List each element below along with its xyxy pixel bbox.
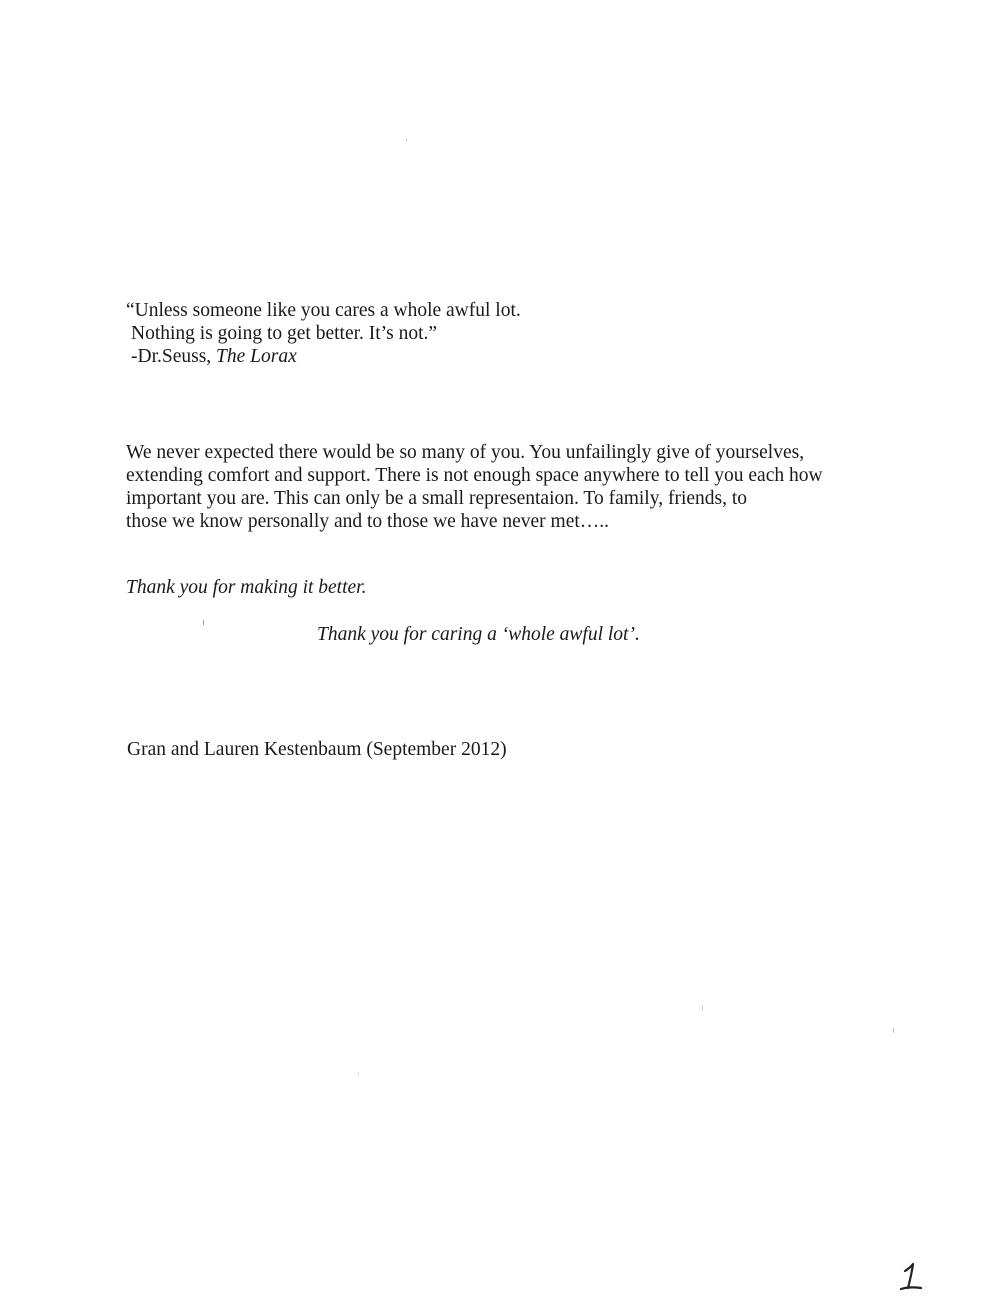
quote-line-2: Nothing is going to get better. It’s not.” bbox=[131, 323, 438, 344]
scan-speck bbox=[702, 1006, 703, 1010]
seuss-quote bbox=[126, 299, 521, 368]
scan-speck bbox=[203, 620, 204, 625]
message-line-3: important you are. This can only be a small representaion. To family, friends, to bbox=[126, 488, 748, 509]
message-paragraph bbox=[126, 441, 823, 533]
attribution-book-title: The Lorax bbox=[216, 346, 297, 367]
message-line-4: those we know personally and to those we have never met….. bbox=[126, 511, 610, 532]
scan-speck bbox=[406, 138, 407, 141]
signature-line: Gran and Lauren Kestenbaum (September 2012) bbox=[127, 739, 507, 760]
scan-speck bbox=[893, 1028, 894, 1033]
thanks-line-2: Thank you for caring a ‘whole awful lot’. bbox=[317, 624, 640, 645]
attribution-author: -Dr.Seuss, bbox=[131, 346, 217, 367]
message-line-1: We never expected there would be so many of you. You unfailingly give of yourselves, bbox=[126, 442, 805, 463]
quote-line-1: “Unless someone like you cares a whole awful lot. bbox=[126, 300, 521, 321]
handwritten-page-number bbox=[898, 1262, 924, 1292]
scan-speck bbox=[358, 1072, 359, 1075]
message-line-2: extending comfort and support. There is not enough space anywhere to tell you each how bbox=[126, 465, 823, 486]
thanks-line-1: Thank you for making it better. bbox=[126, 577, 367, 598]
quote-attribution bbox=[126, 345, 521, 368]
